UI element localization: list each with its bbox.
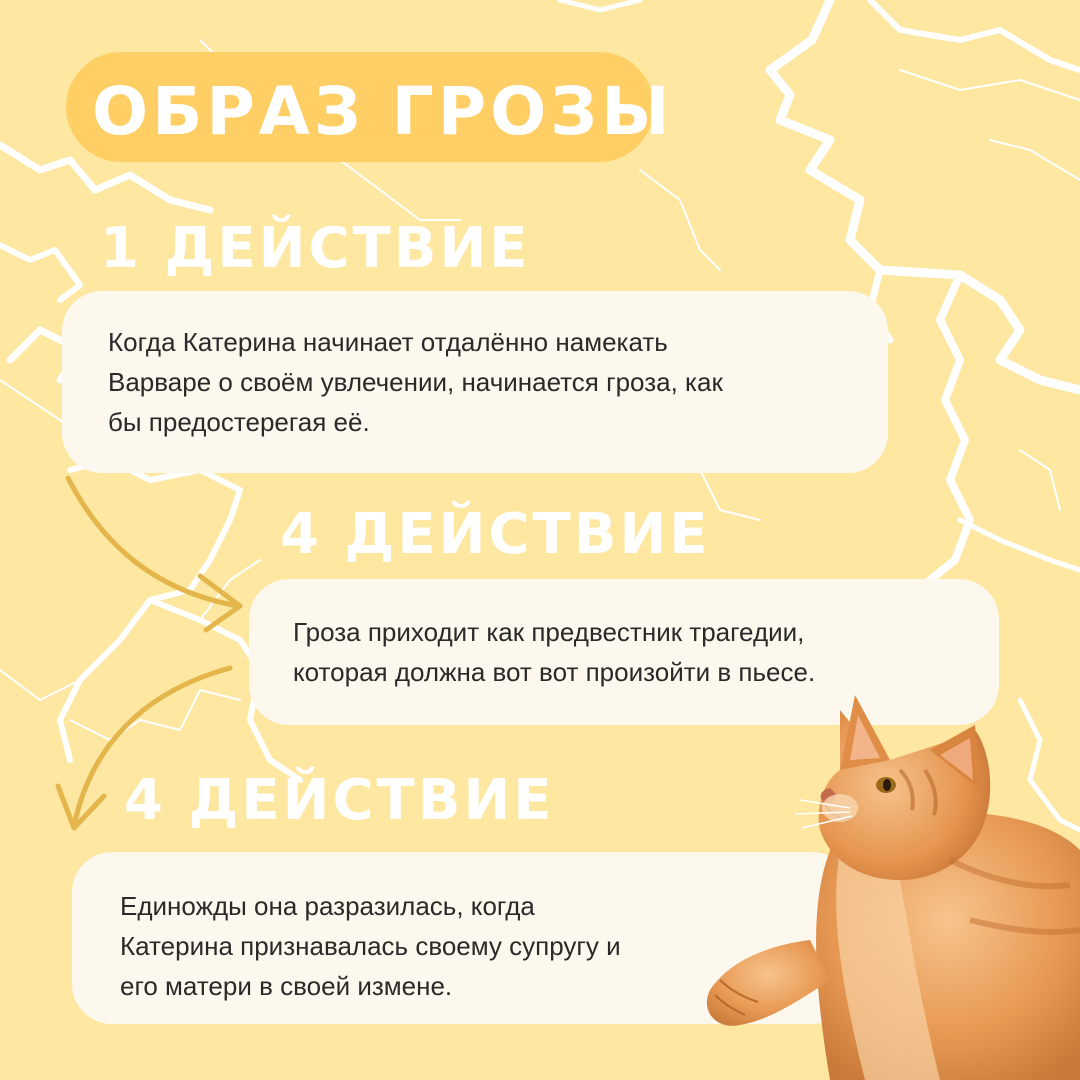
section-3-line: его матери в своей измене. <box>120 971 453 1001</box>
ginger-cat-illustration <box>690 680 1080 1080</box>
section-1-line: Когда Катерина начинает отдалённо намекать <box>108 327 668 357</box>
section-3-line: Единожды она разразилась, когда <box>120 891 535 921</box>
section-3-line: Катерина признавалась своему супругу и <box>120 931 621 961</box>
section-3-heading: 4 ДЕЙСТВИЕ <box>124 768 555 833</box>
section-1-line: бы предостерегая её. <box>108 407 370 437</box>
section-2-line: которая должна вот вот произойти в пьесе. <box>293 657 816 687</box>
section-3-text <box>120 886 740 1006</box>
section-2-line: Гроза приходит как предвестник трагедии, <box>293 617 805 647</box>
section-2-heading: 4 ДЕЙСТВИЕ <box>280 502 711 567</box>
section-1-line: Варваре о своём увлечении, начинается гроза, как <box>108 367 723 397</box>
section-1-text <box>108 322 868 442</box>
section-1-heading: 1 ДЕЙСТВИЕ <box>100 216 531 281</box>
page-title: ОБРАЗ ГРОЗЫ <box>92 73 674 150</box>
